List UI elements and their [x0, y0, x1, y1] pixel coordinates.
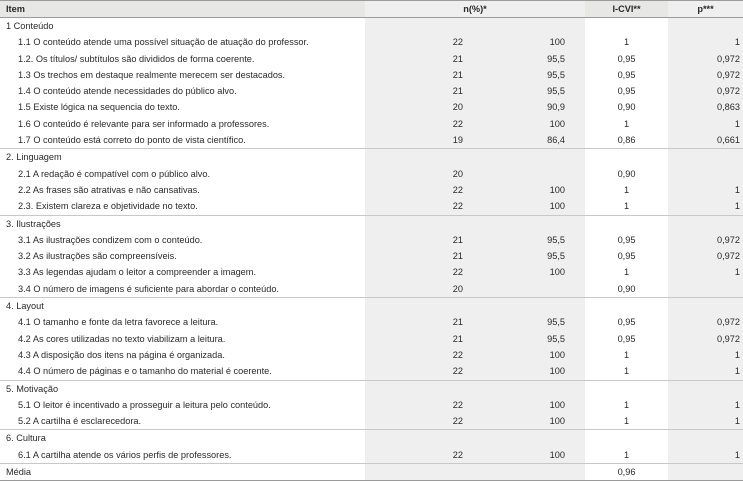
table-row	[0, 413, 743, 430]
cell-p: 1	[668, 116, 743, 132]
cell-p: 0,972	[668, 331, 743, 347]
cell-item: 3.4 O número de imagens é suficiente para abordar o conteúdo.	[18, 283, 279, 294]
cell-p	[668, 464, 743, 481]
cell-percent	[465, 215, 585, 232]
cell-percent: 100	[465, 447, 585, 464]
table-header-row	[0, 1, 743, 18]
cell-p: 0,972	[668, 314, 743, 330]
cell-p: 1	[668, 347, 743, 363]
table-row	[0, 83, 743, 99]
cell-icvi: 1	[623, 37, 630, 48]
cell-item: 5.2 A cartilha é esclarecedora.	[18, 416, 142, 427]
cell-percent: 100	[465, 198, 585, 215]
cell-item: 4.1 O tamanho e fonte da letra favorece a leitura.	[18, 317, 219, 328]
cell-n: 21	[365, 83, 465, 99]
cell-n: 21	[365, 232, 465, 248]
table-row	[0, 166, 743, 182]
cell-icvi: 0,95	[617, 234, 636, 245]
cell-p: 0,661	[668, 132, 743, 149]
cell-item: 2.2 As frases são atrativas e não cansativas.	[18, 184, 200, 195]
table-row	[0, 347, 743, 363]
cell-icvi: 0,90	[617, 102, 636, 113]
cell-p	[668, 149, 743, 166]
cell-icvi: 0,95	[617, 69, 636, 80]
cell-n	[365, 430, 465, 447]
cell-n	[365, 18, 465, 35]
cell-item: 4.4 O número de páginas e o tamanho do material é coerente.	[18, 366, 272, 377]
table-row	[0, 232, 743, 248]
table-row	[0, 331, 743, 347]
cell-n: 21	[365, 314, 465, 330]
cell-p: 1	[668, 264, 743, 280]
table-row	[0, 447, 743, 464]
cell-icvi	[585, 18, 668, 35]
cell-percent: 95,5	[465, 248, 585, 264]
cell-item: 3.1 As ilustrações condizem com o conteúdo.	[18, 234, 203, 245]
table-row	[0, 363, 743, 380]
cell-icvi: 0,90	[617, 283, 636, 294]
cell-percent	[465, 281, 585, 298]
cell-item: 1.3 Os trechos em destaque realmente merecem ser destacados.	[18, 69, 286, 80]
cell-item: 1.4 O conteúdo atende necessidades do público alvo.	[18, 86, 237, 97]
table-row	[0, 397, 743, 413]
table-row	[0, 51, 743, 67]
cell-n: 21	[365, 51, 465, 67]
cell-percent: 100	[465, 413, 585, 430]
cell-n: 20	[365, 281, 465, 298]
cell-percent: 95,5	[465, 51, 585, 67]
cell-percent	[465, 166, 585, 182]
cell-icvi	[585, 149, 668, 166]
table-row	[0, 281, 743, 298]
cell-item: 3.2 As ilustrações são compreensíveis.	[18, 251, 177, 262]
cell-p: 1	[668, 397, 743, 413]
cell-n: 21	[365, 67, 465, 83]
cell-item: 6. Cultura	[0, 430, 365, 447]
cell-percent: 100	[465, 397, 585, 413]
cell-n	[365, 149, 465, 166]
cell-icvi: 1	[623, 449, 630, 460]
cell-percent	[465, 380, 585, 397]
cell-item: 6.1 A cartilha atende os vários perfis de professores.	[18, 449, 232, 460]
cell-p: 1	[668, 198, 743, 215]
table-section-row	[0, 380, 743, 397]
cell-n: 22	[365, 182, 465, 198]
cell-n: 22	[365, 413, 465, 430]
cell-n: 22	[365, 116, 465, 132]
cell-item: Média	[0, 464, 365, 481]
table-section-row	[0, 298, 743, 315]
cell-n: 21	[365, 331, 465, 347]
cell-icvi: 1	[623, 399, 630, 410]
cell-icvi	[585, 380, 668, 397]
cell-p	[668, 380, 743, 397]
cell-item: 5. Motivação	[0, 380, 365, 397]
cell-item: 1.1 O conteúdo atende uma possível situação de atuação do professor.	[18, 37, 309, 48]
table-row	[0, 34, 743, 50]
cell-n	[365, 298, 465, 315]
cell-n: 22	[365, 198, 465, 215]
cell-percent	[465, 149, 585, 166]
header-item: Item	[0, 1, 365, 18]
cell-p	[668, 18, 743, 35]
cell-item: 4.3 A disposição dos itens na página é organizada.	[18, 349, 225, 360]
cell-p	[668, 430, 743, 447]
cell-percent	[465, 18, 585, 35]
cell-p: 0,972	[668, 67, 743, 83]
cell-n	[365, 464, 465, 481]
cell-percent: 100	[465, 363, 585, 380]
cell-n: 20	[365, 99, 465, 115]
cell-icvi: 0,86	[617, 135, 636, 146]
cell-n: 19	[365, 132, 465, 149]
cell-item: 2.1 A redação é compatível com o público alvo.	[18, 168, 211, 179]
cell-icvi: 0,95	[617, 53, 636, 64]
table-body	[0, 18, 743, 481]
cell-item: 1.2. Os títulos/ subtítulos são divididos de forma coerente.	[18, 53, 255, 64]
table-row	[0, 264, 743, 280]
cell-n	[365, 215, 465, 232]
cell-icvi	[585, 430, 668, 447]
cell-n: 22	[365, 363, 465, 380]
cell-icvi: 1	[623, 184, 630, 195]
table-row	[0, 198, 743, 215]
cell-percent: 100	[465, 347, 585, 363]
cell-n: 22	[365, 264, 465, 280]
cell-percent	[465, 298, 585, 315]
header-n-pct: n(%)*	[365, 1, 585, 18]
cell-item: 1 Conteúdo	[6, 21, 54, 31]
cell-icvi: 0,96	[585, 464, 668, 481]
cell-p: 0,972	[668, 83, 743, 99]
cell-p: 1	[668, 447, 743, 464]
cell-percent: 86,4	[465, 132, 585, 149]
cell-icvi: 0,95	[617, 317, 636, 328]
cell-icvi: 0,95	[617, 251, 636, 262]
cell-icvi: 1	[623, 118, 630, 129]
cell-item: 1.6 O conteúdo é relevante para ser informado a professores.	[18, 118, 270, 129]
cell-percent	[465, 430, 585, 447]
table-section-row	[0, 215, 743, 232]
cell-p: 0,972	[668, 51, 743, 67]
table-row	[0, 248, 743, 264]
cell-n: 22	[365, 34, 465, 50]
cell-icvi	[585, 215, 668, 232]
cell-percent: 100	[465, 182, 585, 198]
cell-item: 1.7 O conteúdo está correto do ponto de vista científico.	[18, 135, 246, 146]
cell-p: 1	[668, 34, 743, 50]
cell-item: 4. Layout	[0, 298, 365, 315]
cell-n: 21	[365, 248, 465, 264]
cell-n: 22	[365, 447, 465, 464]
cell-icvi: 0,90	[617, 168, 636, 179]
cell-p: 0,863	[668, 99, 743, 115]
cell-p: 1	[668, 413, 743, 430]
cell-p	[668, 215, 743, 232]
table-section-row	[0, 464, 743, 481]
cell-icvi: 1	[623, 201, 630, 212]
table-row	[0, 99, 743, 115]
cell-p: 0,972	[668, 232, 743, 248]
cell-item: 3.3 As legendas ajudam o leitor a compreender a imagem.	[18, 267, 256, 278]
cell-percent: 95,5	[465, 232, 585, 248]
cell-n	[365, 380, 465, 397]
table-row	[0, 67, 743, 83]
cell-icvi	[585, 298, 668, 315]
table-section-row	[0, 149, 743, 166]
table-section-row	[0, 430, 743, 447]
header-icvi: I-CVI**	[585, 1, 668, 18]
table-section-row	[0, 18, 743, 35]
cell-p	[668, 298, 743, 315]
cell-p	[668, 166, 743, 182]
table-row	[0, 132, 743, 149]
cell-item: 3. Ilustrações	[0, 215, 365, 232]
header-p: p***	[668, 1, 743, 18]
cell-icvi: 1	[623, 366, 630, 377]
cell-p: 1	[668, 182, 743, 198]
cell-p	[668, 281, 743, 298]
cell-percent: 90,9	[465, 99, 585, 115]
cell-percent: 95,5	[465, 67, 585, 83]
table-row	[0, 314, 743, 330]
cell-item: 2. Linguagem	[0, 149, 365, 166]
cell-percent	[465, 464, 585, 481]
table-row	[0, 182, 743, 198]
cell-item: 5.1 O leitor é incentivado a prosseguir a leitura pelo conteúdo.	[18, 399, 271, 410]
cell-n: 22	[365, 347, 465, 363]
cell-percent: 100	[465, 116, 585, 132]
cell-item: 1.5 Existe lógica na sequencia do texto.	[18, 102, 180, 113]
cell-item: 2.3. Existem clareza e objetividade no texto.	[18, 201, 198, 212]
table-row	[0, 116, 743, 132]
cell-n: 22	[365, 397, 465, 413]
cell-percent: 95,5	[465, 331, 585, 347]
cell-percent: 95,5	[465, 83, 585, 99]
cell-icvi: 1	[623, 267, 630, 278]
cell-percent: 100	[465, 264, 585, 280]
cell-percent: 100	[465, 34, 585, 50]
cell-icvi: 1	[623, 349, 630, 360]
cell-p: 0,972	[668, 248, 743, 264]
cell-icvi: 0,95	[617, 86, 636, 97]
cell-icvi: 1	[623, 416, 630, 427]
cell-p: 1	[668, 363, 743, 380]
cell-n: 20	[365, 166, 465, 182]
cell-icvi: 0,95	[617, 333, 636, 344]
cell-item: 4.2 As cores utilizadas no texto viabilizam a leitura.	[18, 333, 226, 344]
cell-percent: 95,5	[465, 314, 585, 330]
